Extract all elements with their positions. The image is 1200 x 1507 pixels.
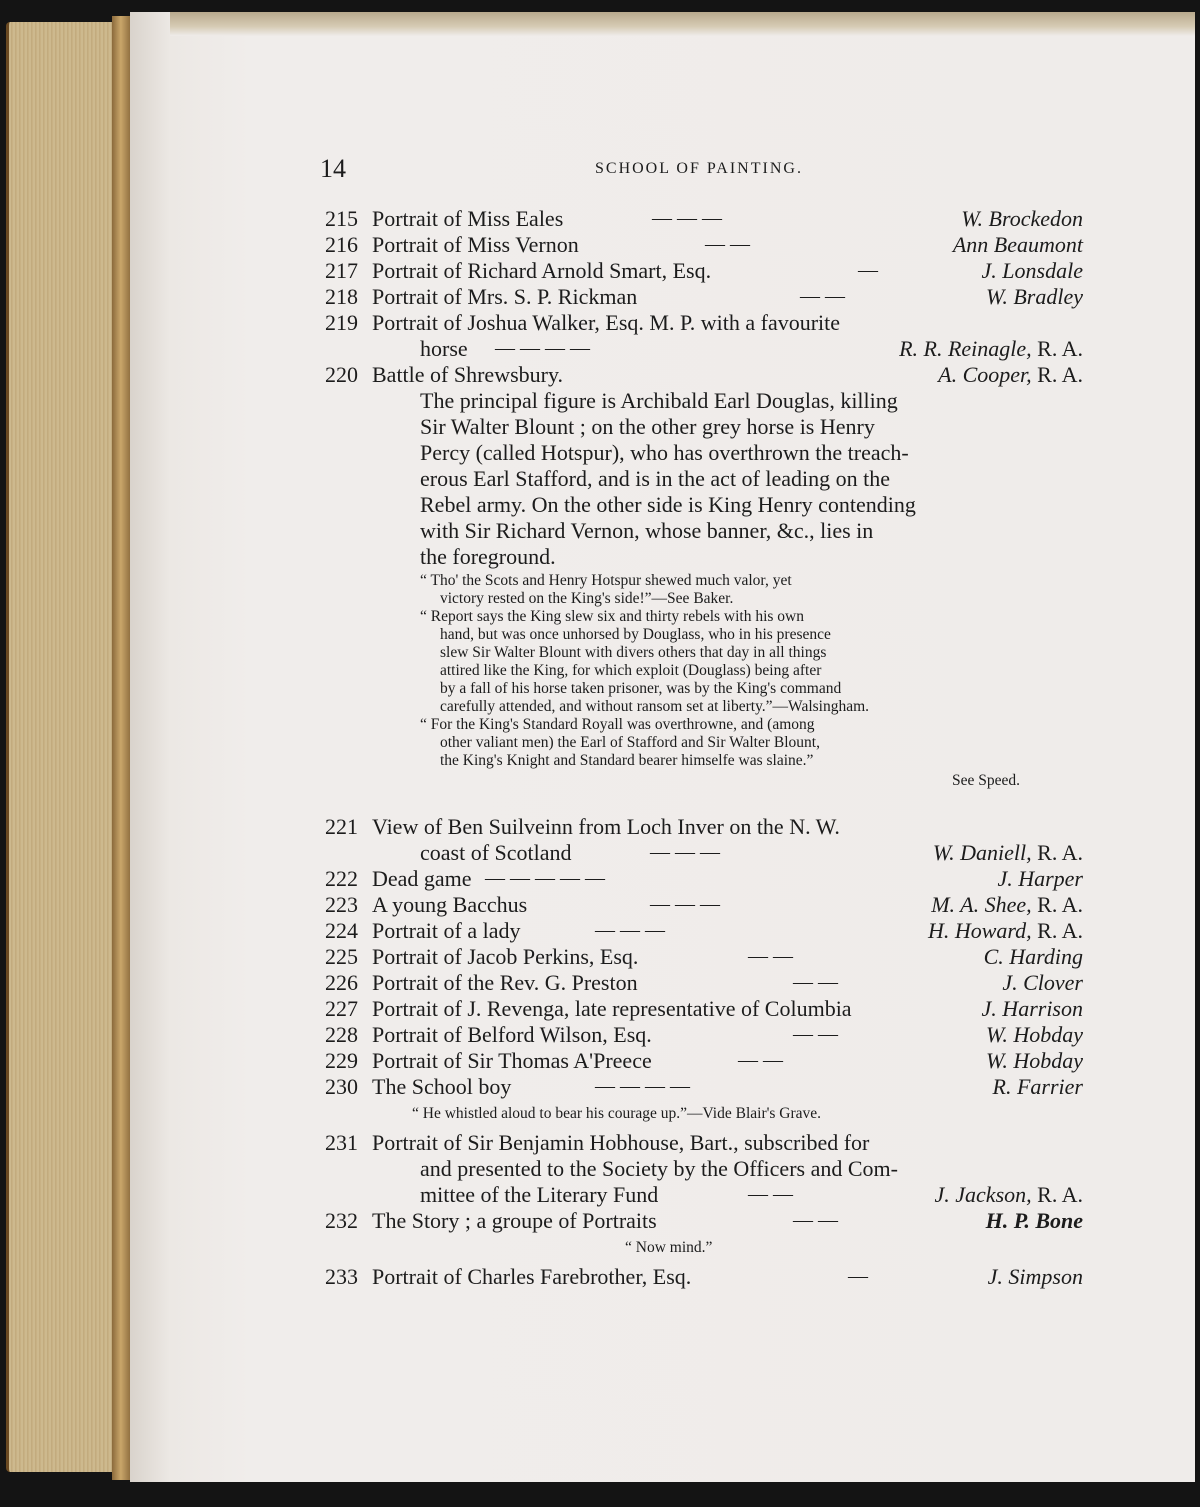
page-top-edge [170,12,1195,36]
entry-artist: J. Harper [997,866,1083,891]
entry-artist: J. Lonsdale [981,258,1083,283]
quote-attribution: See Speed. [951,772,1020,789]
leader-dashes: — — — [652,207,722,229]
entry-title: Portrait of Richard Arnold Smart, Esq. [372,258,712,283]
entry-title: View of Ben Suilveinn from Loch Inver on the N. W. [372,814,840,839]
entry-number: 230 [325,1074,358,1099]
leader-dashes: — — — [650,841,720,863]
entry-number: 229 [325,1048,358,1073]
entry-title: Portrait of J. Revenga, late representative of Columbia [372,996,852,1021]
quote-line: victory rested on the King's side!”—See Baker. [440,590,734,607]
entry-number: 226 [325,970,358,995]
entry-title: Battle of Shrewsbury. [372,362,564,387]
entry-title: The Story ; a groupe of Portraits [372,1208,657,1233]
quote-line: “ He whistled aloud to bear his courage up.”—Vide Blair's Grave. [412,1105,822,1122]
description-line: Percy (called Hotspur), who has overthrown the treach- [420,440,909,465]
description-line: Rebel army. On the other side is King Henry contending [420,492,916,517]
entry-title: Portrait of Jacob Perkins, Esq. [372,944,639,969]
entry-artist: C. Harding [983,944,1083,969]
entry-number: 216 [325,232,358,257]
entry-artist: H. P. Bone [985,1208,1083,1233]
entry-number: 228 [325,1022,358,1047]
book-fore-edge [6,22,119,1472]
entry-number: 215 [325,206,358,231]
entry-number: 223 [325,892,358,917]
description-line: The principal figure is Archibald Earl Douglas, killing [420,388,898,413]
leader-dashes: — — — [595,919,665,941]
quote-line: the King's Knight and Standard bearer himselfe was slaine.” [440,752,814,769]
entry-title-continued: and presented to the Society by the Officers and Com- [420,1156,898,1181]
leader-dashes: — — — [650,893,720,915]
leader-dashes: — [858,259,878,281]
leader-dashes: — — — — — [485,867,605,889]
quote-line: hand, but was once unhorsed by Douglass, who in his presence [440,626,831,643]
quote-line: “ Tho' the Scots and Henry Hotspur shewed much valor, yet [420,572,792,589]
entry-number: 219 [325,310,358,335]
leader-dashes: — [848,1265,868,1287]
quote-line: “ Report says the King slew six and thirty rebels with his own [420,608,805,625]
entry-title: A young Bacchus [372,892,528,917]
entry-number: 231 [325,1130,358,1155]
entry-title: Portrait of Miss Eales [372,206,564,231]
entry-title: Portrait of Mrs. S. P. Rickman [372,284,638,309]
entry-number: 217 [325,258,358,283]
entry-artist: H. Howard, R. A. [927,918,1083,943]
quote-line: other valiant men) the Earl of Stafford and Sir Walter Blount, [440,734,820,751]
entry-title: Portrait of Sir Benjamin Hobhouse, Bart., subscribed for [372,1130,870,1155]
entry-artist: W. Bradley [986,284,1083,309]
quote-line: “ Now mind.” [625,1239,713,1256]
entry-title-continued: coast of Scotland [420,840,572,865]
entry-title: Dead game [372,866,472,891]
entry-number: 225 [325,944,358,969]
entry-number: 218 [325,284,358,309]
entry-title: Portrait of the Rev. G. Preston [372,970,638,995]
entry-artist: A. Cooper, R. A. [938,362,1083,387]
leader-dashes: — — [793,1023,838,1045]
leader-dashes: — — [748,945,793,967]
entry-number: 221 [325,814,358,839]
description-line: with Sir Richard Vernon, whose banner, &c., lies in [420,518,874,543]
description-line: erous Earl Stafford, and is in the act of leading on the [420,466,891,491]
entry-artist: R. R. Reinagle, R. A. [899,336,1083,361]
entry-title-continued: horse [420,336,468,361]
quote-line: by a fall of his horse taken prisoner, was by the King's command [440,680,842,697]
entry-title: Portrait of Charles Farebrother, Esq. [372,1264,692,1289]
leader-dashes: — — [748,1183,793,1205]
entry-artist: W. Daniell, R. A. [932,840,1083,865]
running-title: SCHOOL OF PAINTING. [595,160,803,177]
entry-title: Portrait of a lady [372,918,521,943]
entry-title-continued: mittee of the Literary Fund [420,1182,659,1207]
entry-title: Portrait of Belford Wilson, Esq. [372,1022,652,1047]
page-number: 14 [320,154,346,183]
entry-number: 233 [325,1264,358,1289]
leader-dashes: — — — — [595,1075,690,1097]
entry-number: 224 [325,918,358,943]
entry-artist: M. A. Shee, R. A. [931,892,1083,917]
entry-title: Portrait of Joshua Walker, Esq. M. P. with a favourite [372,310,841,335]
entry-number: 220 [325,362,358,387]
entry-artist: Ann Beaumont [952,232,1083,257]
quote-line: slew Sir Walter Blount with divers others that day in all things [440,644,827,661]
entry-number: 232 [325,1208,358,1233]
entry-artist: J. Simpson [987,1264,1083,1289]
leader-dashes: — — — — [495,337,590,359]
entry-artist: J. Harrison [981,996,1083,1021]
entry-artist: J. Jackson, R. A. [934,1182,1083,1207]
entry-title: Portrait of Miss Vernon [372,232,579,257]
entry-artist: R. Farrier [992,1074,1083,1099]
leader-dashes: — — [800,285,845,307]
leader-dashes: — — [793,1209,838,1231]
entry-title: The School boy [372,1074,512,1099]
entry-title: Portrait of Sir Thomas A'Preece [372,1048,652,1073]
entry-artist: W. Hobday [986,1022,1083,1047]
quote-line: “ For the King's Standard Royall was overthrowne, and (among [420,716,815,733]
leader-dashes: — — [793,971,838,993]
entry-number: 227 [325,996,358,1021]
description-line: the foreground. [420,544,556,569]
entry-number: 222 [325,866,358,891]
description-line: Sir Walter Blount ; on the other grey horse is Henry [420,414,875,439]
quote-line: attired like the King, for which exploit (Douglass) being after [440,662,822,679]
leader-dashes: — — [738,1049,783,1071]
leader-dashes: — — [705,233,750,255]
entry-artist: W. Brockedon [961,206,1083,231]
entry-artist: J. Clover [1002,970,1083,995]
quote-line: carefully attended, and without ransom set at liberty.”—Walsingham. [440,698,870,715]
entry-artist: W. Hobday [986,1048,1083,1073]
